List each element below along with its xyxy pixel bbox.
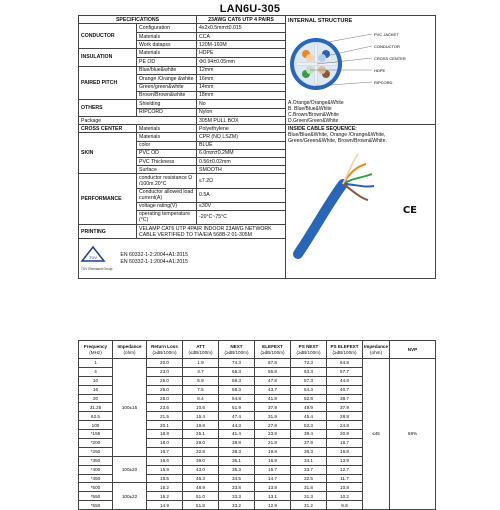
value-cell: 37.9 xyxy=(327,403,363,412)
value-cell: 12.9 xyxy=(255,501,291,510)
perf-header-0 xyxy=(79,341,113,359)
perf-header-main: Impedance xyxy=(364,344,388,350)
standard-line: EN 60332-1-2:2004+A1:2015 xyxy=(120,251,189,258)
perf-header-main: ELEFEXT xyxy=(262,344,283,350)
value-cell: 47.8 xyxy=(255,376,291,385)
value-cell: 43.0 xyxy=(183,465,219,474)
legend-item: B. Blue/Blue&White xyxy=(288,105,332,112)
value-cell: 37.8 xyxy=(291,439,327,448)
spec-value: 6.0mm±0.2MM xyxy=(197,149,286,157)
value-cell: 20.9 xyxy=(327,430,363,439)
legend-item: D.Green/Green&White xyxy=(288,117,339,124)
spec-value: 14mm xyxy=(197,83,286,91)
perf-header-sub: (ohm) xyxy=(123,349,136,355)
value-cell: 33.3 xyxy=(219,492,255,501)
value-cell: 51.8 xyxy=(183,501,219,510)
value-cell: 55.8 xyxy=(255,367,291,376)
label-ripcord: RIPCORD xyxy=(374,79,393,85)
value-cell: 67.8 xyxy=(255,359,291,368)
value-cell: 10.8 xyxy=(327,483,363,492)
leader-line-jacket xyxy=(328,34,372,42)
frequency-cell: *350 xyxy=(79,456,113,465)
value-cell: 13.8 xyxy=(255,483,291,492)
frequency-cell: 62.5 xyxy=(79,412,113,421)
frequency-cell: 10 xyxy=(79,376,113,385)
value-cell: 29.0 xyxy=(183,439,219,448)
spec-value: 0.5A xyxy=(197,188,286,202)
standard-line: EN 60332-1-1:2004+A1:2015 xyxy=(120,258,189,265)
label-hdpe: HDPE xyxy=(374,67,386,73)
value-cell: 23.6 xyxy=(147,403,183,412)
value-cell: 72.3 xyxy=(291,359,327,368)
perf-header-sub: (≥dB/100m) xyxy=(260,349,285,355)
standards-cell xyxy=(79,239,286,279)
value-cell: 33.2 xyxy=(219,501,255,510)
sequence-title: INSIDE CABLE SEQUENCE: xyxy=(288,125,357,132)
value-cell: 32.8 xyxy=(183,447,219,456)
perf-header-1 xyxy=(113,341,147,359)
value-cell: 64.8 xyxy=(327,359,363,368)
cable-image xyxy=(288,144,433,262)
value-cell: 44.8 xyxy=(327,376,363,385)
perf-header-main: PS ELEFEXT xyxy=(330,344,359,350)
value-cell: 8.4 xyxy=(183,394,219,403)
value-cell: 41.4 xyxy=(219,430,255,439)
printing-value: VELAMP CAT6 UTP 4PAIR INDOOR 23AWG NETWORK CABLE VERTIFIED TO TIA/EIA 568B-2 01-305M xyxy=(137,225,286,239)
perf-header-main: Impedance xyxy=(117,344,142,350)
category-skin: SKIN xyxy=(79,133,137,174)
value-cell: 59.3 xyxy=(219,376,255,385)
spec-name: PE OD xyxy=(137,58,197,66)
cable-sequence-cell xyxy=(286,125,436,279)
category-conductor: CONDUCTOR xyxy=(79,24,137,49)
value-cell: 19.8 xyxy=(255,447,291,456)
spec-value: CPR (NO LSZM) xyxy=(197,133,286,141)
spec-value: 120M-160M xyxy=(197,41,286,49)
impedance-cell: 100±15 xyxy=(113,359,147,457)
value-cell: 1.9 xyxy=(183,359,219,368)
value-cell: 57.7 xyxy=(327,367,363,376)
cross-section-svg xyxy=(288,26,434,98)
value-cell: 39.0 xyxy=(183,456,219,465)
spec-name: Conductor allowed load current(A) xyxy=(137,188,197,202)
spec-name: color xyxy=(137,141,197,149)
value-cell: 43.7 xyxy=(255,385,291,394)
spec-name: Materials xyxy=(137,33,197,41)
value-cell: 65.3 xyxy=(219,367,255,376)
value-cell: 25.0 xyxy=(147,376,183,385)
value-cell: 19.8 xyxy=(183,421,219,430)
perf-header-8 xyxy=(363,341,390,359)
value-cell: 35.3 xyxy=(219,465,255,474)
ce-mark-icon: CE xyxy=(402,205,418,217)
spec-name: voltage rating(V) xyxy=(137,202,197,210)
perf-header-main: NEXT xyxy=(230,344,243,350)
value-cell: 38.7 xyxy=(327,394,363,403)
frequency-cell: 4 xyxy=(79,367,113,376)
value-cell: 7.5 xyxy=(183,385,219,394)
perf-header-main: NVP xyxy=(407,346,418,352)
value-cell: 27.8 xyxy=(255,421,291,430)
perf-header-sub: (ohm) xyxy=(370,349,382,355)
tuv-caption: TÜV Rheinland Group xyxy=(81,266,113,271)
cross-center-horizontal xyxy=(296,63,336,65)
value-cell: 31.9 xyxy=(255,412,291,421)
spec-value: CCA xyxy=(197,33,286,41)
value-cell: 12.7 xyxy=(327,465,363,474)
perf-header-main: Frequency xyxy=(83,344,108,350)
value-cell: 11.7 xyxy=(327,474,363,483)
value-cell: 15.7 xyxy=(255,465,291,474)
spec-name: Materials xyxy=(137,133,197,141)
spec-name: Orange /Orange &white xyxy=(137,75,197,83)
value-cell: 31.8 xyxy=(291,483,327,492)
value-cell: 25.1 xyxy=(183,430,219,439)
impedance2-cell: ≤45 xyxy=(363,359,390,510)
value-cell: 34.5 xyxy=(219,474,255,483)
value-cell: 40.7 xyxy=(327,385,363,394)
value-cell: 54.8 xyxy=(219,394,255,403)
spec-name: Work datapss xyxy=(137,41,197,49)
value-cell: 52.8 xyxy=(291,394,327,403)
internal-structure-cell xyxy=(286,16,436,125)
category-insulation: INSULATION xyxy=(79,49,137,66)
frequency-cell: 16 xyxy=(79,385,113,394)
value-cell: 37.9 xyxy=(255,403,291,412)
spec-name: Brown/Brown&white xyxy=(137,91,197,99)
value-cell: 51.9 xyxy=(219,403,255,412)
value-cell: 18.0 xyxy=(147,439,183,448)
value-cell: 54.3 xyxy=(291,385,327,394)
spec-value: BLUE xyxy=(197,141,286,149)
perf-header-9 xyxy=(390,341,436,359)
value-cell: 38.3 xyxy=(219,447,255,456)
value-cell: 34.1 xyxy=(291,456,327,465)
spec-value: 16mm xyxy=(197,75,286,83)
value-cell: 14.9 xyxy=(147,501,183,510)
spec-name: Materials xyxy=(137,49,197,58)
value-cell: 15.2 xyxy=(147,492,183,501)
value-cell: 56.3 xyxy=(219,385,255,394)
spec-value: ≤7.2Ω xyxy=(197,174,286,188)
impedance-cell: 100±20 xyxy=(113,456,147,483)
label-conductor: CONDUCTOR xyxy=(374,43,400,49)
perf-header-4 xyxy=(219,341,255,359)
value-cell: 18.8 xyxy=(147,430,183,439)
value-cell: 39.8 xyxy=(219,439,255,448)
value-cell: 23.9 xyxy=(255,430,291,439)
perf-header-7 xyxy=(327,341,363,359)
spec-name: PVC OD xyxy=(137,149,197,157)
cable-illustration-svg xyxy=(288,144,434,262)
value-cell: 21.8 xyxy=(255,439,291,448)
perf-header-6 xyxy=(291,341,327,359)
spec-value: 0.56±0.02mm xyxy=(197,157,286,165)
perf-header-main: ATT xyxy=(196,344,205,350)
value-cell: 36.3 xyxy=(291,447,327,456)
spec-value: No xyxy=(197,99,286,108)
perf-header-2 xyxy=(147,341,183,359)
value-cell: 15.5 xyxy=(147,474,183,483)
value-cell: 25.0 xyxy=(147,385,183,394)
value-cell: 49.9 xyxy=(291,403,327,412)
spec-value: SMOOTH xyxy=(197,166,286,174)
value-cell: 9.9 xyxy=(327,501,363,510)
spec-name: RIPCORD xyxy=(137,108,197,116)
pair-legend xyxy=(288,100,433,124)
label-pvc-jacket: PVC JACKET xyxy=(374,31,399,37)
frequency-cell: *550 xyxy=(79,501,113,510)
value-cell: 33.7 xyxy=(291,465,327,474)
value-cell: 13.1 xyxy=(255,492,291,501)
spec-name: Blue/blue&white xyxy=(137,66,197,75)
value-cell: 21.5 xyxy=(147,412,183,421)
spec-value: -20°C~75°C xyxy=(197,210,286,224)
value-cell: 47.4 xyxy=(219,412,255,421)
performance-table xyxy=(78,340,436,510)
value-cell: 74.3 xyxy=(219,359,255,368)
value-cell: 31.2 xyxy=(291,501,327,510)
spec-value: 12mm xyxy=(197,66,286,75)
category-printing: PRINTING xyxy=(79,225,137,239)
package-value: 305M PULL BOX xyxy=(197,117,286,125)
internal-structure-title: INTERNAL STRUCTURE xyxy=(288,17,353,24)
value-cell: 16.9 xyxy=(255,456,291,465)
value-cell: 15.9 xyxy=(147,465,183,474)
spec-header-mid: 23AWG CAT6 UTP 4 PAIRS xyxy=(197,16,286,24)
frequency-cell: *200 xyxy=(79,439,113,448)
value-cell: 57.3 xyxy=(291,376,327,385)
perf-header-5 xyxy=(255,341,291,359)
perf-header-main: Return Loss xyxy=(151,344,178,350)
spec-value: Polyethylene xyxy=(197,125,286,133)
frequency-cell: 1 xyxy=(79,359,113,368)
value-cell: 14.7 xyxy=(255,474,291,483)
value-cell: 10.2 xyxy=(327,492,363,501)
legend-item: A.Orange/Orange&White xyxy=(288,99,344,106)
label-cross-center: CROSS CENTER xyxy=(374,55,406,61)
category-others: OTHERS xyxy=(79,99,137,116)
value-cell: 5.9 xyxy=(183,376,219,385)
value-cell: 25.0 xyxy=(147,394,183,403)
value-cell: 39.4 xyxy=(291,430,327,439)
spec-name: operating temperature (°C) xyxy=(137,210,197,224)
tuv-triangle-icon xyxy=(81,246,105,264)
perf-header-3 xyxy=(183,341,219,359)
spec-table xyxy=(78,15,436,279)
value-cell: 15.2 xyxy=(147,483,183,492)
spec-value: 4x2x0.5mm±0.015 xyxy=(197,24,286,33)
page-title: LAN6U-305 xyxy=(219,3,281,15)
frequency-cell: 100 xyxy=(79,421,113,430)
frequency-cell: 31.25 xyxy=(79,403,113,412)
category-cross-center: CROSS CENTER xyxy=(79,125,137,133)
perf-header-sub: (≤dB/100m) xyxy=(188,349,213,355)
spec-name: Shielding xyxy=(137,99,197,108)
perf-body xyxy=(79,359,436,510)
perf-header-row xyxy=(79,341,436,359)
spec-name: Surface xyxy=(137,166,197,174)
spec-name: PVC Thickness xyxy=(137,157,197,165)
perf-header-sub: (≥dB/100m) xyxy=(296,349,321,355)
perf-header-sub: (≥dB/100m) xyxy=(224,349,249,355)
spec-value: Nylon xyxy=(197,108,286,116)
spec-name: Green/green&white xyxy=(137,83,197,91)
value-cell: 16.7 xyxy=(147,447,183,456)
value-cell: 48.9 xyxy=(183,483,219,492)
value-cell: 20.0 xyxy=(147,359,183,368)
spec-value: 18mm xyxy=(197,91,286,99)
value-cell: 10.6 xyxy=(183,403,219,412)
spec-header-left: SPECIFICATIONS xyxy=(79,16,197,24)
frequency-cell: *155 xyxy=(79,430,113,439)
spec-value: Φ0.94±0.05mm xyxy=(197,58,286,66)
value-cell: 63.3 xyxy=(291,367,327,376)
spec-name: conductor resistance Ω /100m.20°C xyxy=(137,174,197,188)
sequence-text: Blue/Blue&White, Orange /Orange&White, Green/Green&White, Brown/Brown&White. xyxy=(288,131,387,145)
spec-name: Materials xyxy=(137,125,197,133)
spec-name: Configuration xyxy=(137,24,197,33)
package-label: Package xyxy=(79,117,197,125)
category-paired-pitch: PAIRED PITCH xyxy=(79,66,137,99)
value-cell: 18.7 xyxy=(327,439,363,448)
category-performance: PERFORMANCE xyxy=(79,174,137,225)
value-cell: 23.0 xyxy=(147,367,183,376)
cross-section-diagram xyxy=(288,26,433,98)
value-cell: 46.3 xyxy=(183,474,219,483)
frequency-cell: *550 xyxy=(79,492,113,501)
frequency-cell: *450 xyxy=(79,474,113,483)
table-row xyxy=(79,359,436,368)
value-cell: 44.3 xyxy=(219,421,255,430)
legend-item: C.Brown/Brown&White xyxy=(288,111,339,118)
spec-value: ≤30V xyxy=(197,202,286,210)
perf-header-sub: (MHz) xyxy=(89,349,102,355)
value-cell: 13.9 xyxy=(327,456,363,465)
frequency-cell: *250 xyxy=(79,447,113,456)
value-cell: 24.8 xyxy=(327,421,363,430)
perf-header-sub: (≥dB/100m) xyxy=(332,349,357,355)
value-cell: 31.3 xyxy=(291,492,327,501)
frequency-cell: *500 xyxy=(79,483,113,492)
value-cell: 41.8 xyxy=(255,394,291,403)
value-cell: 51.0 xyxy=(183,492,219,501)
frequency-cell: *400 xyxy=(79,465,113,474)
value-cell: 15.4 xyxy=(183,412,219,421)
value-cell: 3.7 xyxy=(183,367,219,376)
tuv-logo xyxy=(81,246,112,272)
perf-header-main: PS NEXT xyxy=(298,344,319,350)
value-cell: 28.8 xyxy=(327,412,363,421)
perf-header-sub: (≥dB/100m) xyxy=(152,349,177,355)
value-cell: 32.5 xyxy=(291,474,327,483)
impedance-cell: 100±22 xyxy=(113,483,147,510)
value-cell: 33.8 xyxy=(219,483,255,492)
value-cell: 36.1 xyxy=(219,456,255,465)
spec-value: HDPE xyxy=(197,49,286,58)
nvp-cell: 68% xyxy=(390,359,436,510)
value-cell: 16.8 xyxy=(327,447,363,456)
tuv-logo-text: TÜV xyxy=(89,254,97,260)
frequency-cell: 20 xyxy=(79,394,113,403)
value-cell: 20.1 xyxy=(147,421,183,430)
value-cell: 52.3 xyxy=(291,421,327,430)
value-cell: 16.6 xyxy=(147,456,183,465)
value-cell: 45.4 xyxy=(291,412,327,421)
